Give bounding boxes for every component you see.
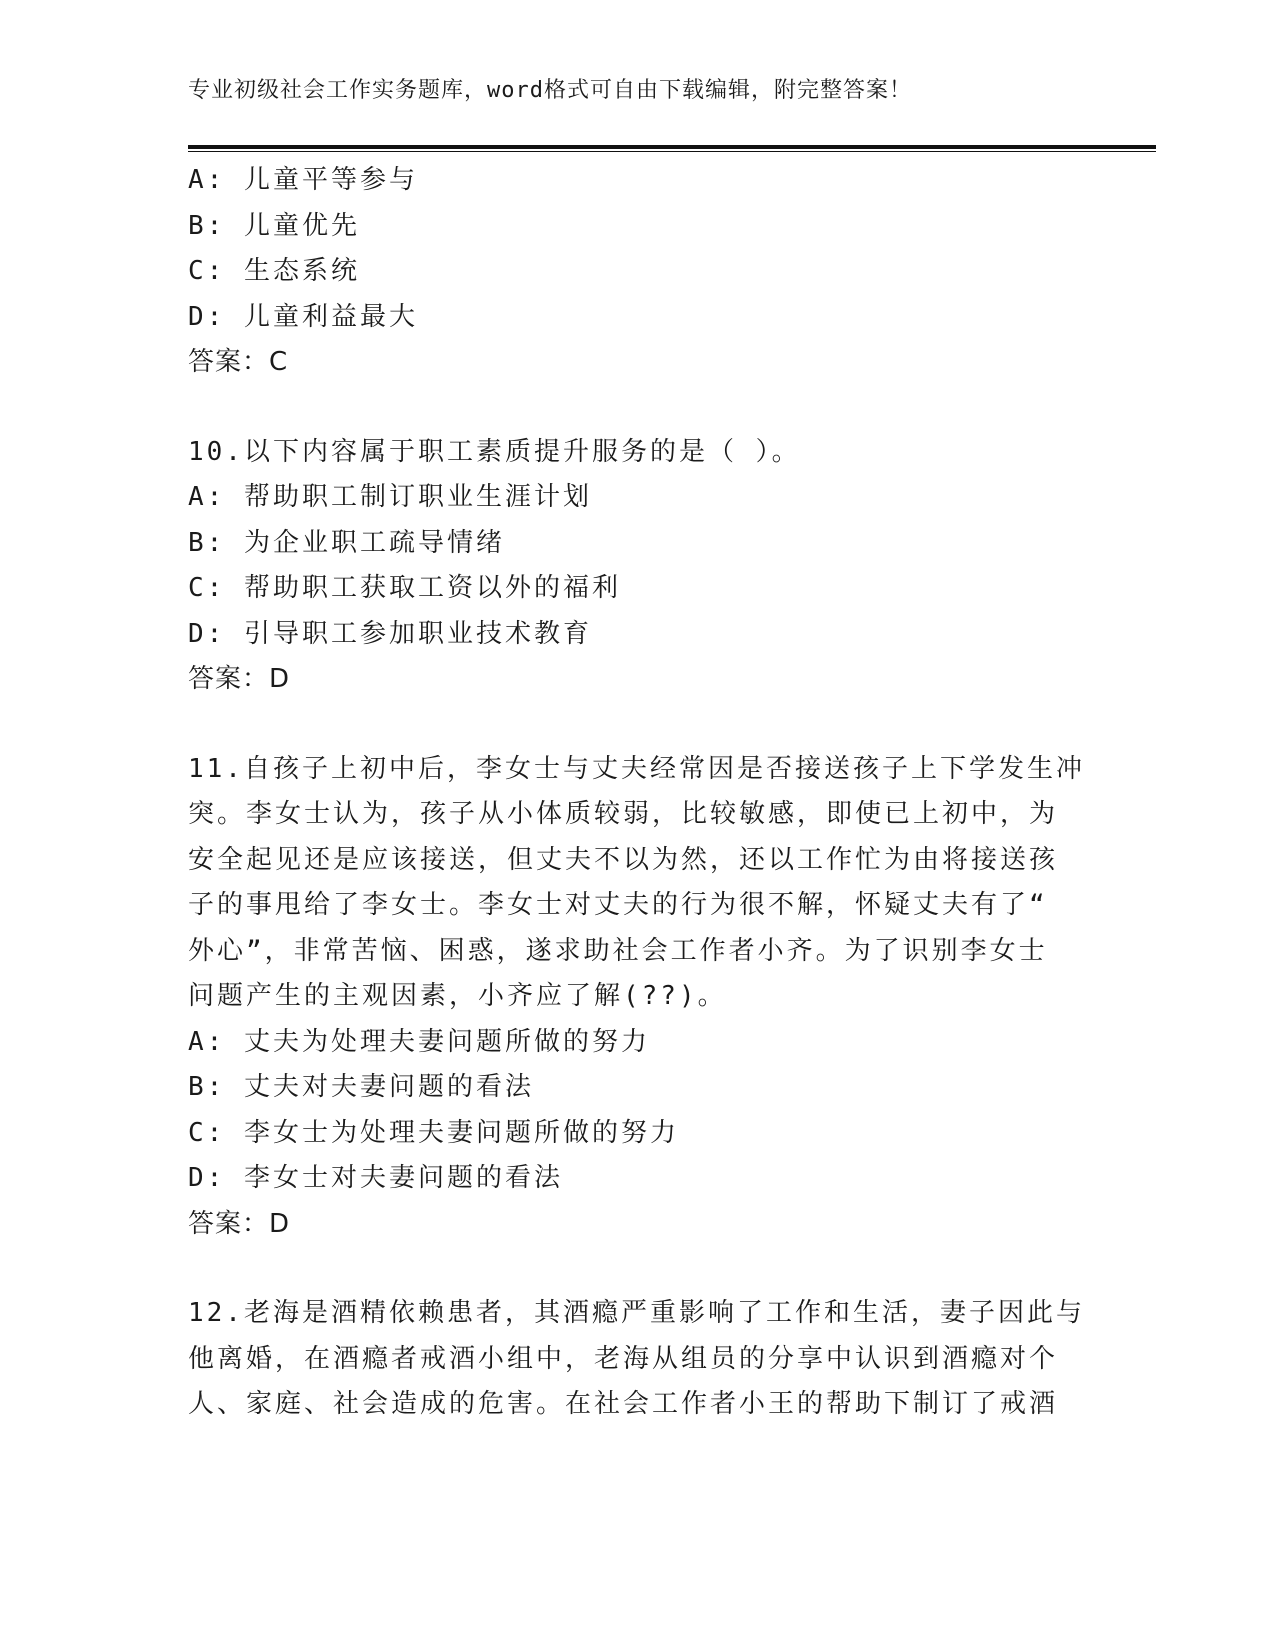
question-stem-line: 安全起见还是应该接送，但丈夫不以为然，还以工作忙为由将接送孩: [188, 844, 1059, 875]
option-b: B: 儿童优先: [188, 210, 360, 241]
option-c: C: 帮助职工获取工资以外的福利: [188, 573, 621, 603]
question-stem: 10.以下内容属于职工素质提升服务的是（ ）。: [188, 436, 801, 467]
option-a: A: 帮助职工制订职业生涯计划: [188, 482, 592, 512]
question-stem-line: 他离婚，在酒瘾者戒酒小组中，老海从组员的分享中认识到酒瘾对个: [188, 1343, 1059, 1374]
header-divider-thick: [188, 145, 1156, 149]
option-d: D: 引导职工参加职业技术教育: [188, 618, 592, 649]
option-d: D: 儿童利益最大: [188, 301, 418, 332]
option-a: A: 儿童平等参与: [188, 165, 418, 195]
option-c: C: 生态系统: [188, 256, 360, 286]
question-stem-line: 问题产生的主观因素，小齐应了解(??)。: [188, 981, 727, 1011]
answer-line: 答案：C: [188, 347, 289, 377]
option-d: D: 李女士对夫妻问题的看法: [188, 1163, 563, 1193]
option-b: B: 丈夫对夫妻问题的看法: [188, 1072, 534, 1102]
question-content: [188, 158, 1088, 1428]
header-divider-thin: [188, 151, 1156, 152]
option-a: A: 丈夫为处理夫妻问题所做的努力: [188, 1026, 650, 1057]
question-9-block: [188, 158, 1088, 386]
question-stem-line: 外心”，非常苦恼、困惑，遂求助社会工作者小齐。为了识别李女士: [188, 935, 1048, 966]
question-12-block: [188, 1291, 1088, 1428]
question-stem-line: 突。李女士认为，孩子从小体质较弱，比较敏感，即使已上初中，为: [188, 799, 1059, 829]
answer-line: 答案：D: [188, 664, 291, 694]
question-stem-line: 12.老海是酒精依赖患者，其酒瘾严重影响了工作和生活，妻子因此与: [188, 1298, 1085, 1328]
option-b: B: 为企业职工疏导情绪: [188, 527, 505, 558]
question-10-block: [188, 430, 1088, 703]
answer-line: 答案：D: [188, 1208, 291, 1239]
question-stem-line: 子的事甩给了李女士。李女士对丈夫的行为很不解，怀疑丈夫有了“: [188, 890, 1048, 920]
question-stem-line: 人、家庭、社会造成的危害。在社会工作者小王的帮助下制订了戒酒: [188, 1389, 1059, 1419]
question-11-block: [188, 747, 1088, 1248]
option-c: C: 李女士为处理夫妻问题所做的努力: [188, 1117, 679, 1148]
question-stem-line: 11.自孩子上初中后，李女士与丈夫经常因是否接送孩子上下学发生冲: [188, 753, 1085, 784]
page-header: 专业初级社会工作实务题库，word格式可自由下载编辑，附完整答案！: [188, 78, 912, 103]
